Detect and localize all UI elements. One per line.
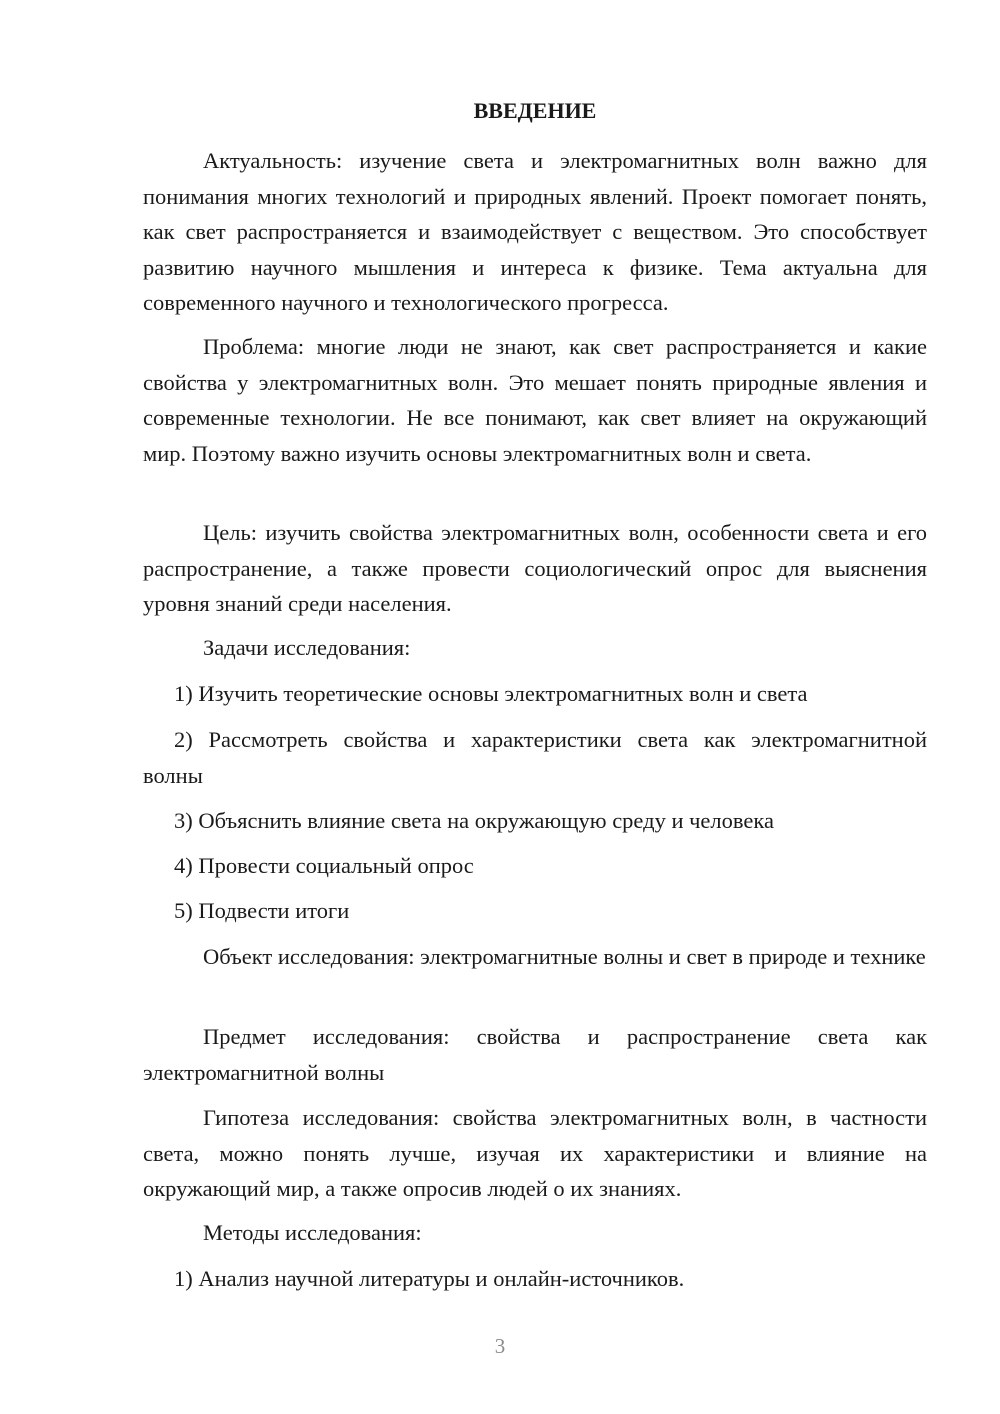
page-title: ВВЕДЕНИЕ: [473, 98, 597, 123]
paragraph-goal: Цель: изучить свойства электромагнитных волн, особенности света и его распространение, а также провести социологический опрос для выяснения уровня знаний среди населения.: [143, 520, 927, 616]
paragraph-problem: Проблема: многие люди не знают, как свет распространяется и какие свойства у электромагнитных волн. Это мешает понять природные явления и современные технологии. Не все понимают, как свет влияет на окружающий мир. Поэтому важно изучить основы электромагнитных волн и света.: [143, 334, 927, 466]
task-item-3: 3) Объяснить влияние света на окружающую среду и человека: [174, 808, 774, 833]
task-item-4: 4) Провести социальный опрос: [174, 853, 474, 878]
methods-heading: Методы исследования:: [203, 1220, 422, 1245]
paragraph-object: Объект исследования: электромагнитные волны и свет в природе и технике: [203, 944, 926, 969]
task-item-1: 1) Изучить теоретические основы электромагнитных волн и света: [174, 681, 808, 706]
method-item-1: 1) Анализ научной литературы и онлайн-источников.: [174, 1266, 685, 1291]
page-number: 3: [494, 1334, 506, 1358]
paragraph-relevance: Актуальность: изучение света и электромагнитных волн важно для понимания многих технологий и природных явлений. Проект помогает понять, как свет распространяется и взаимодействует с веществом. Это способствует развитию научного мышления и интереса к физике. Тема актуальна для современного научного и технологического прогресса.: [143, 148, 927, 315]
paragraph-hypothesis: Гипотеза исследования: свойства электромагнитных волн, в частности света, можно понять лучше, изучая их характеристики и влияние на окружающий мир, а также опросив людей о их знаниях.: [143, 1105, 927, 1201]
paragraph-subject: Предмет исследования: свойства и распространение света как электромагнитной волны: [143, 1024, 927, 1085]
tasks-heading: Задачи исследования:: [203, 635, 411, 660]
task-item-2: 2) Рассмотреть свойства и характеристики света как электромагнитной волны: [143, 727, 927, 788]
task-item-5: 5) Подвести итоги: [174, 898, 350, 923]
